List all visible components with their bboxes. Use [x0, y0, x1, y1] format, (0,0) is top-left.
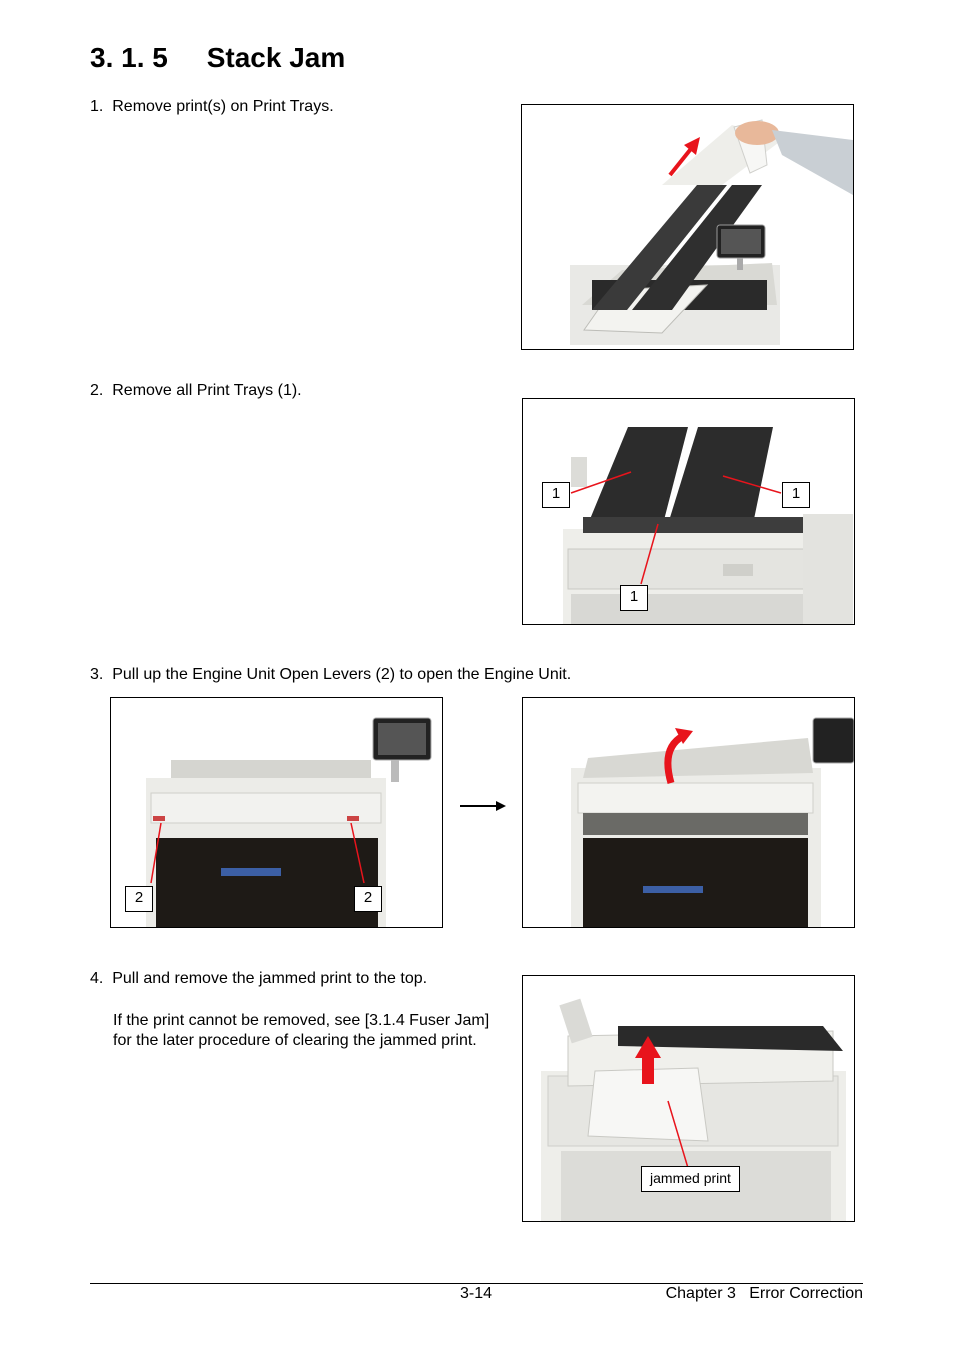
callout-jammed-print: jammed print [641, 1166, 740, 1192]
page-number: 3-14 [460, 1285, 493, 1302]
step-1-text: 1. Remove print(s) on Print Trays. [90, 98, 334, 115]
step-3-photo-open [522, 697, 855, 928]
callout-tray-right: 1 [782, 482, 810, 508]
step-4-text: 4. Pull and remove the jammed print to the top. [90, 970, 428, 987]
callout-tray-left: 1 [542, 482, 570, 508]
section-title: 3. 1. 5 Stack Jam [90, 42, 346, 73]
footer-divider [90, 1283, 863, 1284]
step-1-photo [521, 104, 854, 350]
chapter-label: Chapter 3 Error Correction [665, 1285, 863, 1302]
step-2-photo [522, 398, 855, 625]
callout-lever-left: 2 [125, 886, 153, 912]
step-3-photo-closed [110, 697, 443, 928]
step-4-photo [522, 975, 855, 1222]
step-3-text: 3. Pull up the Engine Unit Open Levers (2) to open the Engine Unit. [90, 666, 572, 683]
callout-lever-right: 2 [354, 886, 382, 912]
arrow-right-icon [458, 798, 508, 814]
step-4-note: If the print cannot be removed, see [3.1.4 Fuser Jam] for the later procedure of clearing the jammed print. [113, 1012, 490, 1049]
step-2-text: 2. Remove all Print Trays (1). [90, 382, 302, 399]
callout-tray-center: 1 [620, 585, 648, 611]
